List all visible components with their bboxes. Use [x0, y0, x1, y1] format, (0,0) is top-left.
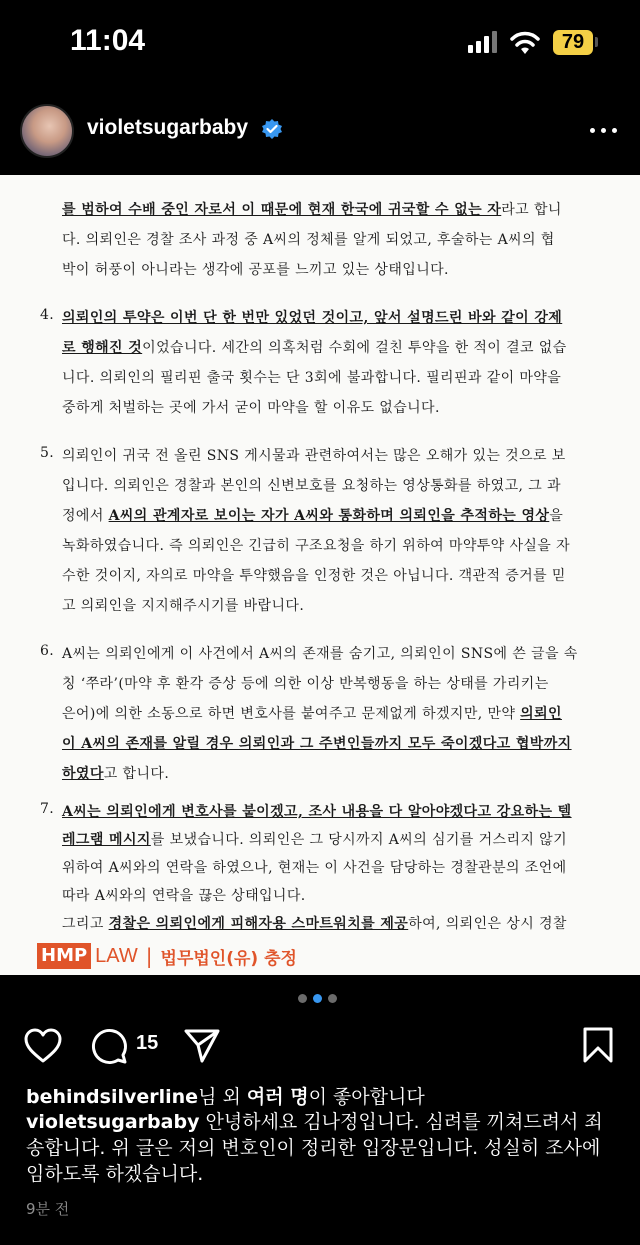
firm-name: 법무법인(유) 충정 [160, 948, 297, 969]
comment-count: 15 [136, 1032, 159, 1054]
post-caption [26, 1109, 616, 1187]
action-bar [0, 1022, 640, 1072]
likes-text: 님 외 [198, 1086, 247, 1108]
caption-text: 안녕하세요 김나정입니다. 심려를 끼쳐드려서 죄송합니다. 위 글은 저의 변호인이 정리한 입장문입니다. 성실히 조사에 임하도록 하겠습니다. [26, 1111, 603, 1185]
comment-icon[interactable] [90, 1027, 128, 1065]
verified-badge-icon [261, 118, 283, 140]
firm-divider: | [145, 944, 153, 968]
doc-line: 정에서 A씨의 관계자로 보이는 자가 A씨와 통화하며 의뢰인을 추적하는 영상을 [62, 508, 564, 524]
doc-paragraph-number: 7. [40, 801, 55, 817]
post-header [0, 98, 640, 168]
caption-username[interactable]: violetsugarbaby [26, 1111, 200, 1133]
doc-line: 수한 것이지, 자의로 마약을 투약했음을 인정한 것은 아닙니다. 객관적 증거를 믿 [62, 568, 566, 584]
doc-line: 를 범하여 수배 중인 자로서 이 때문에 현재 한국에 귀국할 수 없는 자라고 합니 [62, 202, 562, 218]
doc-line: 그리고 경찰은 의뢰인에게 피해자용 스마트워치를 제공하여, 의뢰인은 상시 경찰 [62, 916, 567, 932]
likes-summary[interactable] [26, 1082, 425, 1109]
likes-others[interactable]: 여러 명 [246, 1086, 309, 1108]
likes-tail: 이 좋아합니다 [308, 1086, 425, 1108]
post-image-document[interactable] [0, 175, 640, 975]
firm-hmp: HMP [37, 943, 91, 969]
cellular-signal-icon [468, 31, 498, 53]
doc-line: 중하게 처벌하는 곳에 가서 굳이 마약을 할 이유도 없습니다. [62, 400, 440, 416]
battery-indicator: 79 [553, 30, 593, 55]
doc-paragraph-number: 6. [40, 643, 55, 659]
doc-line: 은어)에 의한 소동으로 하면 변호사를 붙여주고 문제없게 하겠지만, 만약 의뢰인 [62, 706, 562, 722]
clock: 11:04 [70, 24, 146, 57]
doc-line: 레그램 메시지를 보냈습니다. 의뢰인은 그 당시까지 A씨의 심기를 거스리지 않기 [62, 832, 568, 848]
doc-paragraph-number: 4. [40, 307, 55, 323]
doc-line: 고 의뢰인을 지지해주시기를 바랍니다. [62, 598, 305, 614]
doc-line: 의뢰인의 투약은 이번 단 한 번만 있었던 것이고, 앞서 설명드린 바와 같이 강제 [62, 310, 563, 326]
doc-line: 따라 A씨와의 연락을 끊은 상태입니다. [62, 888, 306, 904]
like-heart-icon[interactable] [23, 1028, 63, 1064]
firm-law: LAW [95, 944, 138, 967]
doc-line: 입니다. 의뢰인은 경찰과 본인의 신변보호를 요청하는 영상통화를 하였고, 그 과 [62, 478, 561, 494]
wifi-icon [510, 29, 540, 55]
avatar[interactable] [20, 104, 74, 158]
doc-line: A씨는 의뢰인에게 변호사를 붙이겠고, 조사 내용을 다 알아야겠다고 강요하는 텔 [62, 804, 572, 820]
doc-line: 다. 의뢰인은 경찰 조사 과정 중 A씨의 정체를 알게 되었고, 후술하는 A씨의 협 [62, 232, 555, 248]
post-username[interactable]: violetsugarbaby [87, 116, 249, 139]
save-bookmark-icon[interactable] [582, 1026, 614, 1064]
doc-line: 위하여 A씨와의 연락을 하였으나, 현재는 이 사건을 담당하는 경찰관분의 조언에 [62, 860, 567, 876]
share-send-icon[interactable] [183, 1028, 221, 1064]
doc-line: 이 A씨의 존재를 알릴 경우 의뢰인과 그 주변인들까지 모두 죽이겠다고 협박까지 [62, 736, 572, 752]
doc-line: 하였다고 합니다. [62, 766, 170, 782]
doc-line: A씨는 의뢰인에게 이 사건에서 A씨의 존재를 숨기고, 의뢰인이 SNS에 쓴 글을 속 [62, 646, 578, 662]
more-options-icon[interactable] [590, 128, 618, 134]
doc-line: 의뢰인이 귀국 전 올린 SNS 게시물과 관련하여서는 많은 오해가 있는 것으로 보 [62, 448, 566, 464]
doc-line: 로 행해진 것이었습니다. 세간의 의혹처럼 수회에 걸친 투약을 한 적이 결코 없습 [62, 340, 567, 356]
doc-line: 박이 허풍이 아니라는 생각에 공포를 느끼고 있는 상태입니다. [62, 262, 449, 278]
doc-line: 녹화하였습니다. 즉 의뢰인은 긴급히 구조요청을 하기 위하여 마약투약 사실을 자 [62, 538, 570, 554]
battery-tip [595, 37, 598, 47]
post-timestamp: 9분 전 [26, 1200, 70, 1218]
law-firm-logo [37, 941, 297, 971]
doc-paragraph-number: 5. [40, 445, 55, 461]
status-bar [0, 0, 640, 80]
doc-line: 칭 ‘쭈라’(마약 후 환각 증상 등에 의한 이상 반복행동을 하는 상태를 가리키는 [62, 676, 549, 692]
liker-username[interactable]: behindsilverline [26, 1086, 199, 1108]
doc-line: 니다. 의뢰인의 필리핀 출국 횟수는 단 3회에 불과합니다. 필리핀과 같이 마약을 [62, 370, 562, 386]
carousel-indicator [298, 994, 344, 1004]
